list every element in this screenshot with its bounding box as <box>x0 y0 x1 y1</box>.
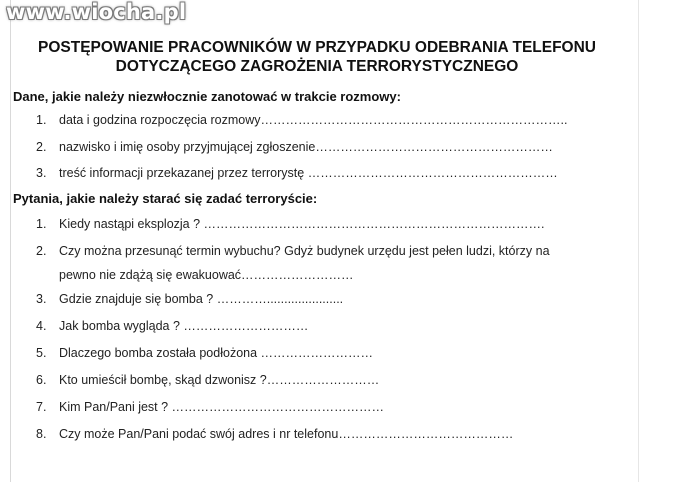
list-item-text: Czy można przesunąć termin wybuchu? Gdyż budynek urzędu jest pełen ludzi, którzy na <box>59 244 550 258</box>
list-item-number: 6. <box>36 373 47 387</box>
list-item-number: 2. <box>36 140 47 154</box>
list-item-number: 3. <box>36 166 47 180</box>
page-left-border <box>10 0 11 482</box>
list-item-text: data i godzina rozpoczęcia rozmowy……………………………………………………………….. <box>59 113 568 127</box>
list-item-text: Jak bomba wygląda ? ………………………… <box>59 319 309 333</box>
document-title-line-1: POSTĘPOWANIE PRACOWNIKÓW W PRZYPADKU ODEBRANIA TELEFONU <box>38 39 596 56</box>
list-item-number: 1. <box>36 113 47 127</box>
list-item-text: nazwisko i imię osoby przyjmującej zgłoszenie………………………………………………… <box>59 140 553 154</box>
document-title-line-2: DOTYCZĄCEGO ZAGROŻENIA TERRORYSTYCZNEGO <box>115 58 519 75</box>
page-right-border <box>638 0 639 482</box>
list-item-number: 7. <box>36 400 47 414</box>
list-item-text: Czy może Pan/Pani podać swój adres i nr telefonu…………………………………… <box>59 427 514 441</box>
list-item-text: Kto umieścił bombę, skąd dzwonisz ?……………………… <box>59 373 380 387</box>
section-heading-questions: Pytania, jakie należy starać się zadać terroryście: <box>13 191 318 206</box>
list-item-text: Kim Pan/Pani jest ? …………………………………………… <box>59 400 385 414</box>
list-item-number: 8. <box>36 427 47 441</box>
list-item-number: 4. <box>36 319 47 333</box>
list-item-number: 3. <box>36 292 47 306</box>
list-item-text: Dlaczego bomba została podłożona ……………………… <box>59 346 374 360</box>
list-item-number: 5. <box>36 346 47 360</box>
list-item-number: 1. <box>36 217 47 231</box>
watermark-logo: www.wiocha.pl <box>6 0 187 24</box>
section-heading-data-to-note: Dane, jakie należy niezwłocznie zanotować w trakcie rozmowy: <box>13 89 401 104</box>
list-item-text: Gdzie znajduje się bomba ? …………...................... <box>59 292 344 306</box>
list-item-text-continuation: pewno nie zdążą się ewakuować……………………… <box>59 268 354 282</box>
list-item-text: treść informacji przekazanej przez terrorystę …………………………………………………… <box>59 166 558 180</box>
list-item-text: Kiedy nastąpi eksplozja ? ………………………………………………………………………. <box>59 217 545 231</box>
list-item-number: 2. <box>36 244 47 258</box>
